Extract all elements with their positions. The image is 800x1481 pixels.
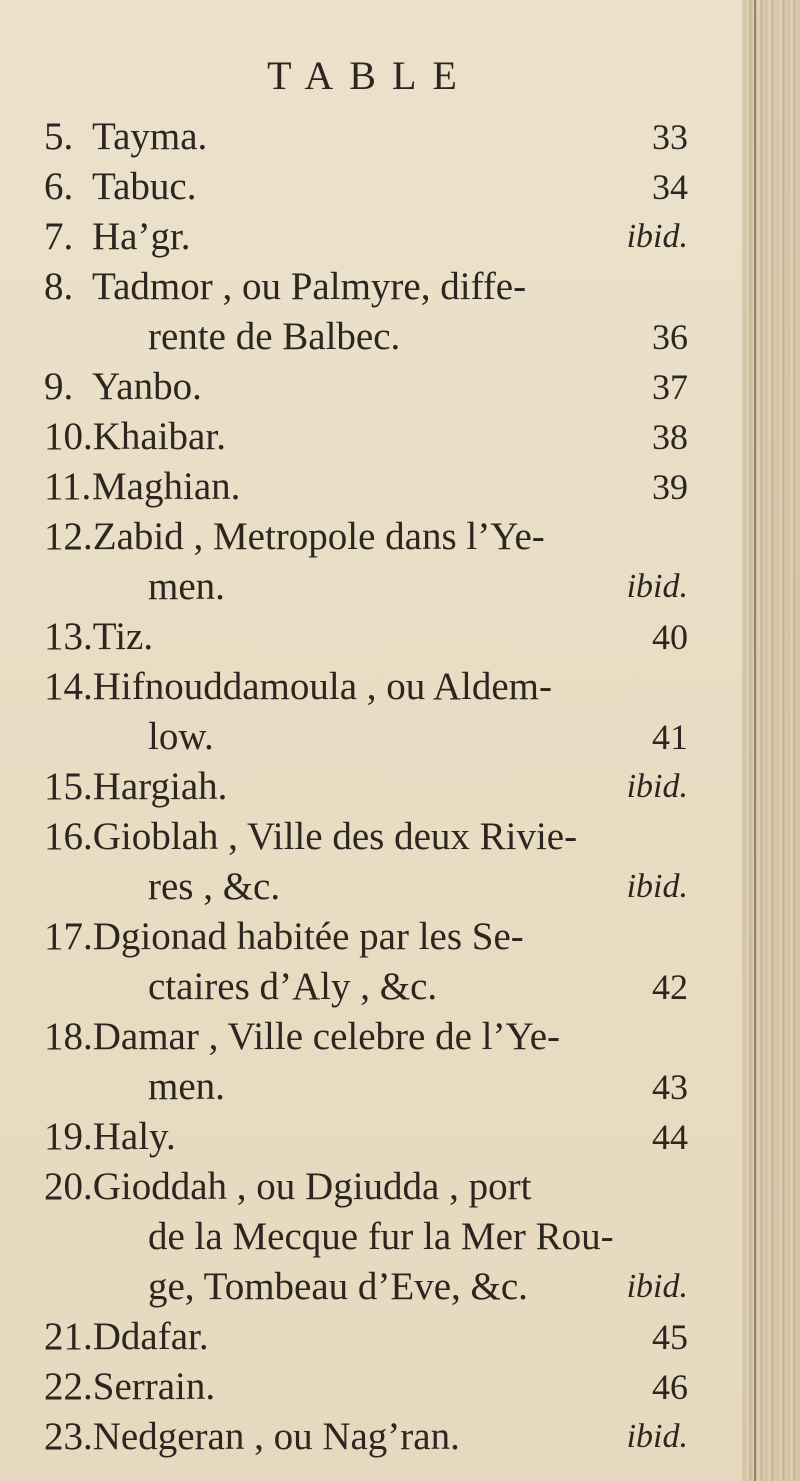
entry-page: ibid. xyxy=(626,1268,688,1305)
entry-number: 8. xyxy=(44,265,74,308)
entry-page: 39 xyxy=(652,467,688,507)
entry-page: 46 xyxy=(652,1367,688,1407)
toc-entry xyxy=(44,512,688,562)
toc-entry xyxy=(44,212,688,262)
entry-number: 22. xyxy=(44,1365,93,1408)
entry-number: 12. xyxy=(44,515,93,558)
entry-page: 44 xyxy=(652,1117,688,1157)
entry-text: Ddafar. xyxy=(92,1315,209,1358)
entry-text: Hifnouddamoula , ou Aldem- xyxy=(92,665,553,708)
entry-page: 33 xyxy=(652,117,688,157)
page-edge xyxy=(742,0,800,1481)
toc-entry-continuation xyxy=(148,712,688,762)
entry-number: 21. xyxy=(44,1315,93,1358)
entry-number: 17. xyxy=(44,915,93,958)
entry-text: Tabuc. xyxy=(92,165,197,208)
entry-text: Ha’gr. xyxy=(92,215,191,258)
entry-number: 9. xyxy=(44,365,74,408)
toc-entry-continuation xyxy=(148,562,688,612)
entry-page: 43 xyxy=(652,1067,688,1107)
entry-text: Tiz. xyxy=(92,615,154,658)
entry-number: 11. xyxy=(44,465,92,508)
entry-number: 13. xyxy=(44,615,93,658)
toc-entry-continuation xyxy=(148,962,688,1012)
entry-number: 5. xyxy=(44,115,74,158)
entry-text: Serrain. xyxy=(92,1365,216,1408)
page-title: TABLE xyxy=(267,53,473,98)
entry-text-cont: men. xyxy=(148,565,225,608)
entry-text-cont: rente de Balbec. xyxy=(148,315,401,358)
entry-page: ibid. xyxy=(626,218,688,255)
entry-text: Nedgeran , ou Nag’ran. xyxy=(92,1415,460,1458)
toc-entry xyxy=(44,462,688,512)
toc-entry xyxy=(44,362,688,412)
entry-text-cont: res , &c. xyxy=(148,865,281,908)
page-gutter-line xyxy=(754,0,756,1481)
entry-page: 37 xyxy=(652,367,688,407)
entry-number: 10. xyxy=(44,415,93,458)
entry-text: Tadmor , ou Palmyre, diffe- xyxy=(92,265,527,308)
entry-number: 6. xyxy=(44,165,74,208)
entry-page: 45 xyxy=(652,1317,688,1357)
entry-number: 20. xyxy=(44,1165,93,1208)
entry-text-cont: low. xyxy=(148,715,214,758)
toc-entry-continuation xyxy=(148,1262,688,1312)
toc-entry xyxy=(44,912,688,962)
toc-entry xyxy=(44,1112,688,1162)
entry-text: Yanbo. xyxy=(92,365,202,408)
entry-number: 7. xyxy=(44,215,74,258)
entry-text: Gioblah , Ville des deux Rivie- xyxy=(92,815,578,858)
toc-entry-continuation xyxy=(148,312,688,362)
entry-text: Damar , Ville celebre de l’Ye- xyxy=(92,1015,561,1058)
toc-entry xyxy=(44,762,688,812)
toc-entry xyxy=(44,1162,688,1212)
entry-text: Gioddah , ou Dgiudda , port xyxy=(92,1165,532,1208)
entry-number: 15. xyxy=(44,765,93,808)
toc-entry xyxy=(44,662,688,712)
entry-text-cont: de la Mecque fur la Mer Rou- xyxy=(148,1215,614,1258)
entry-number: 14. xyxy=(44,665,93,708)
entry-page: 38 xyxy=(652,417,688,457)
entry-page: ibid. xyxy=(626,768,688,805)
toc-entry xyxy=(44,1412,688,1462)
entry-page: 36 xyxy=(652,317,688,357)
entry-number: 19. xyxy=(44,1115,93,1158)
entry-text: Khaibar. xyxy=(92,415,226,458)
toc-entry xyxy=(44,1312,688,1362)
entry-text-cont: ctaires d’Aly , &c. xyxy=(148,965,438,1008)
entry-page: 34 xyxy=(652,167,688,207)
entry-number: 16. xyxy=(44,815,93,858)
entry-text-cont: men. xyxy=(148,1065,225,1108)
entry-number: 23. xyxy=(44,1415,93,1458)
entry-number: 18. xyxy=(44,1015,93,1058)
toc-entry xyxy=(44,1362,688,1412)
entry-page: 41 xyxy=(652,717,688,757)
entry-page: ibid. xyxy=(626,868,688,905)
toc-entry xyxy=(44,412,688,462)
entry-page: 40 xyxy=(652,617,688,657)
toc-entry-continuation xyxy=(148,1212,688,1262)
toc-entry xyxy=(44,1012,688,1062)
toc-entry xyxy=(44,612,688,662)
entry-page: ibid. xyxy=(626,568,688,605)
entry-page: 42 xyxy=(652,967,688,1007)
toc-entry xyxy=(44,262,688,312)
entry-text: Tayma. xyxy=(92,115,208,158)
toc-entry xyxy=(44,812,688,862)
entry-text: Maghian. xyxy=(92,465,241,508)
entry-text: Hargiah. xyxy=(92,765,228,808)
toc-entry-continuation xyxy=(148,1062,688,1112)
toc-entry xyxy=(44,112,688,162)
entry-text: Dgionad habitée par les Se- xyxy=(92,915,524,958)
entry-text: Zabid , Metropole dans l’Ye- xyxy=(92,515,545,558)
entry-text: Haly. xyxy=(92,1115,176,1158)
entry-page: ibid. xyxy=(626,1418,688,1455)
entry-text-cont: ge, Tombeau d’Eve, &c. xyxy=(148,1265,528,1308)
toc-entry xyxy=(44,162,688,212)
toc-entry-continuation xyxy=(148,862,688,912)
